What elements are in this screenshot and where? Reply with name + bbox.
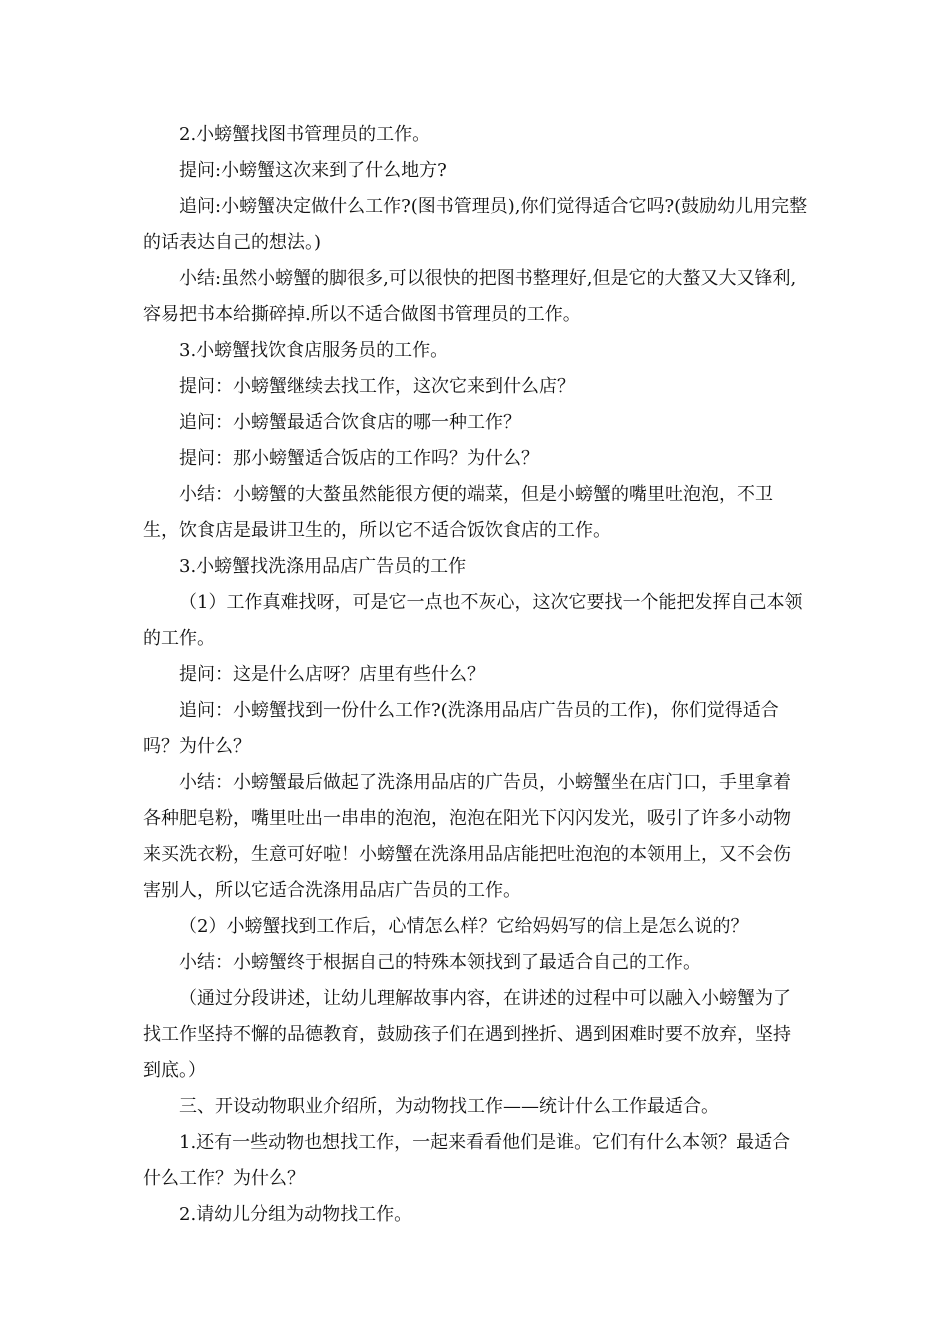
- paragraph-question-shop: 提问：小螃蟹继续去找工作，这次它来到什么店？: [179, 376, 575, 397]
- paragraph-step-one: 1.还有一些动物也想找工作，一起来看看他们是谁。它们有什么本领？最适合什么工作？为什么？: [143, 1132, 791, 1189]
- paragraph-question-store: 提问：这是什么店呀？店里有些什么？: [179, 664, 485, 685]
- paragraph-summary-final: 小结：小螃蟹终于根据自己的特殊本领找到了最适合自己的工作。: [179, 952, 701, 973]
- paragraph-question-place: 提问:小螃蟹这次来到了什么地方?: [179, 160, 447, 181]
- paragraph-detergent-job-heading: 3.小螃蟹找洗涤用品店广告员的工作: [179, 556, 467, 577]
- paragraph-summary-librarian: 小结:虽然小螃蟹的脚很多,可以很快的把图书整理好,但是它的大螯又大又锋利,容易把书本给撕碎掉.所以不适合做图书管理员的工作。: [143, 268, 797, 325]
- paragraph-library-job-heading: 2.小螃蟹找图书管理员的工作。: [179, 124, 431, 145]
- paragraph-restaurant-job-heading: 3.小螃蟹找饮食店服务员的工作。: [179, 340, 449, 361]
- paragraph-summary-restaurant: 小结：小螃蟹的大螯虽然能很方便的端菜，但是小螃蟹的嘴里吐泡泡，不卫生，饮食店是最讲卫生的，所以它不适合饭饮食店的工作。: [143, 484, 773, 541]
- paragraph-step-two: 2.请幼儿分组为动物找工作。: [179, 1204, 413, 1225]
- paragraph-section-three: 三、开设动物职业介绍所，为动物找工作——统计什么工作最适合。: [179, 1096, 719, 1117]
- paragraph-note: （通过分段讲述，让幼儿理解故事内容，在讲述的过程中可以融入小螃蟹为了找工作坚持不懈的品德教育，鼓励孩子们在遇到挫折、遇到困难时要不放弃，坚持到底。）: [143, 988, 791, 1081]
- paragraph-part-one: （1）工作真难找呀，可是它一点也不灰心，这次它要找一个能把发挥自己本领的工作。: [143, 592, 803, 649]
- paragraph-summary-advertiser: 小结：小螃蟹最后做起了洗涤用品店的广告员，小螃蟹坐在店门口，手里拿着各种肥皂粉，嘴里吐出一串串的泡泡，泡泡在阳光下闪闪发光，吸引了许多小动物来买洗衣粉，生意可好啦！小螃蟹在洗涤用品店能把吐泡泡的本领用上，又不会伤害别人，所以它适合洗涤用品店广告员的工作。: [143, 772, 791, 901]
- paragraph-question-restaurant: 提问：那小螃蟹适合饭店的工作吗？为什么？: [179, 448, 539, 469]
- paragraph-followup-advertiser: 追问：小螃蟹找到一份什么工作?(洗涤用品店广告员的工作)，你们觉得适合吗？为什么？: [143, 700, 779, 757]
- paragraph-part-two: （2）小螃蟹找到工作后，心情怎么样？它给妈妈写的信上是怎么说的？: [179, 916, 749, 937]
- paragraph-followup-restaurant: 追问：小螃蟹最适合饮食店的哪一种工作？: [179, 412, 521, 433]
- document-body: [143, 117, 808, 1233]
- paragraph-followup-librarian: 追问:小螃蟹决定做什么工作?(图书管理员),你们觉得适合它吗?(鼓励幼儿用完整的话表达自己的想法。): [143, 196, 808, 253]
